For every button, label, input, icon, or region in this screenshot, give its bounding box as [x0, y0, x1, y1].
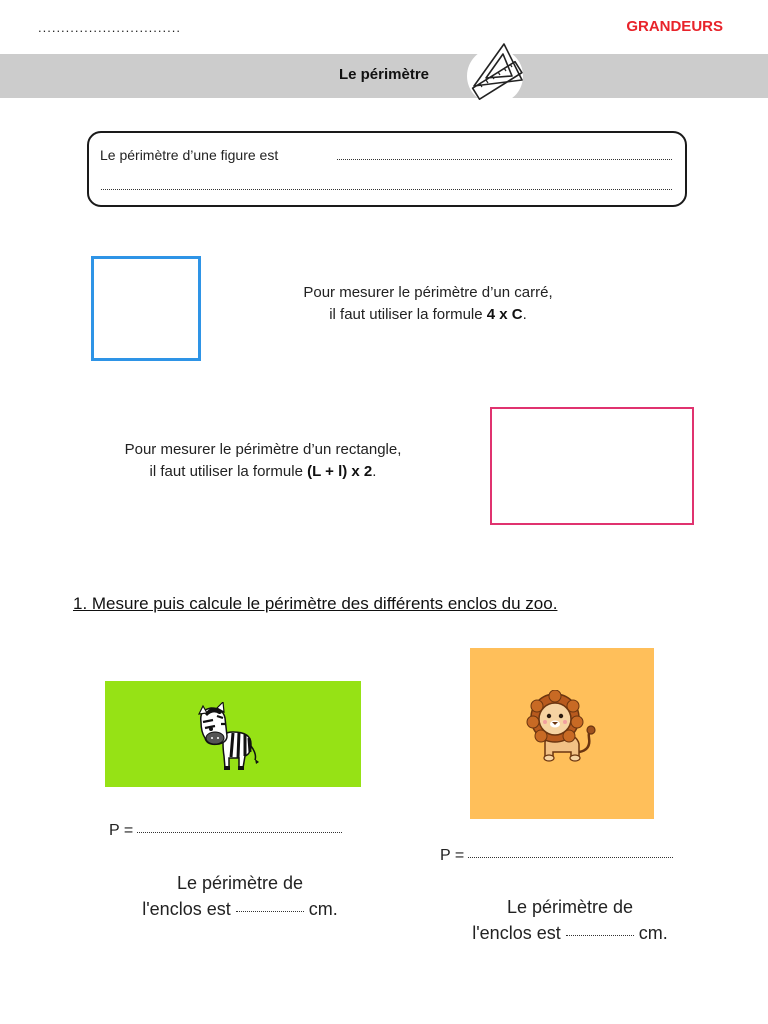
definition-answer-line-2[interactable] — [101, 189, 672, 190]
zebra-answer-unit: cm. — [308, 899, 338, 919]
name-line[interactable]: ............................... — [38, 20, 181, 35]
square-rule — [250, 282, 606, 326]
category-label: GRANDEURS — [626, 18, 723, 35]
square-formula: 4 x C — [486, 306, 523, 323]
zebra-p-label: P = — [109, 822, 134, 839]
lion-p-label: P = — [440, 847, 465, 864]
ruler-set-square-icon — [464, 40, 526, 108]
lion-icon — [525, 690, 597, 766]
lion-p-answer-dots[interactable] — [468, 857, 673, 858]
lion-perimeter-line[interactable] — [440, 847, 673, 865]
rectangle-rule-line2: il faut utiliser la formule — [149, 463, 308, 480]
zebra-icon — [193, 702, 261, 772]
lion-answer — [410, 894, 730, 946]
zebra-perimeter-line[interactable] — [109, 822, 342, 840]
zebra-answer — [90, 870, 390, 922]
lion-answer-prefix: l'enclos est — [472, 923, 561, 943]
rectangle-rule-line1: Pour mesurer le périmètre d’un rectangle, — [124, 441, 402, 458]
lion-answer-line1: Le périmètre de — [506, 897, 634, 917]
square-rule-line1: Pour mesurer le périmètre d’un carré, — [303, 284, 553, 301]
lion-answer-dots[interactable] — [566, 935, 634, 936]
rectangle-shape — [490, 407, 694, 525]
page-title: Le périmètre — [338, 66, 430, 83]
square-rule-line2: il faut utiliser la formule — [329, 306, 487, 323]
rectangle-rule — [80, 439, 446, 483]
zebra-answer-dots[interactable] — [236, 911, 304, 912]
definition-text: Le périmètre d’une figure est — [100, 147, 279, 163]
definition-box — [87, 131, 687, 207]
lion-answer-unit: cm. — [638, 923, 668, 943]
definition-answer-line-1[interactable] — [337, 159, 672, 160]
exercise-instruction: 1. Mesure puis calcule le périmètre des différents enclos du zoo. — [73, 594, 558, 613]
rectangle-rule-suffix: . — [372, 463, 377, 480]
zebra-answer-prefix: l'enclos est — [142, 899, 231, 919]
rectangle-formula: (L + l) x 2 — [307, 463, 373, 480]
square-rule-suffix: . — [522, 306, 527, 323]
zebra-answer-line1: Le périmètre de — [176, 873, 304, 893]
square-shape — [91, 256, 201, 361]
zebra-p-answer-dots[interactable] — [137, 832, 342, 833]
